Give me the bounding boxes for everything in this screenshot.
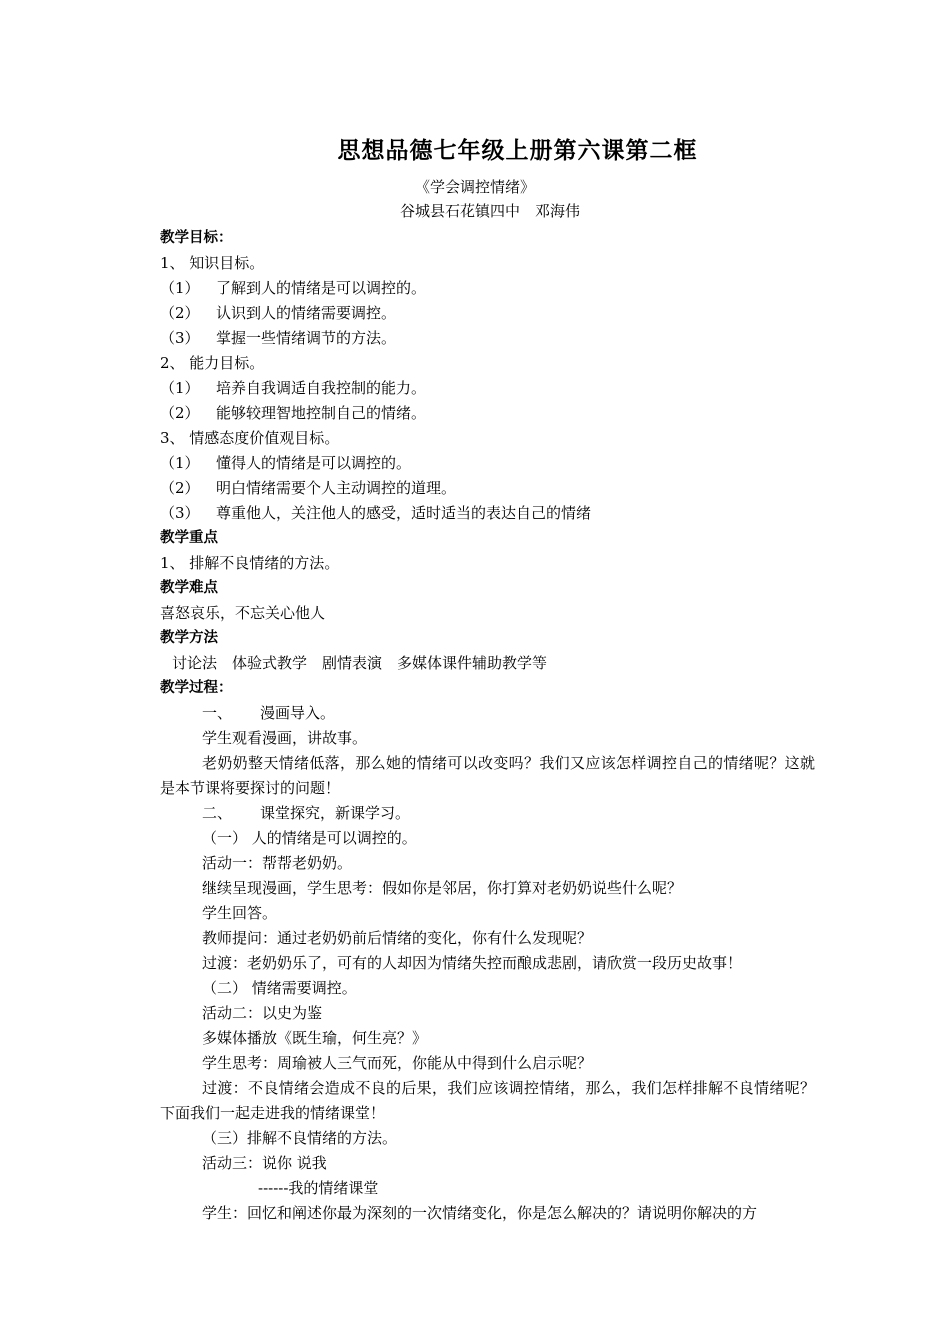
emotion-item: （2） 明白情绪需要个人主动调控的道理。: [160, 479, 457, 497]
difficulty-heading: 教学难点: [160, 580, 218, 596]
activity-1: 活动一：帮帮老奶奶。: [202, 854, 353, 872]
methods-text: 讨论法 体验式教学 剧情表演 多媒体课件辅助教学等: [172, 654, 548, 672]
process-paragraph: 教师提问：通过老奶奶前后情绪的变化，你有什么发现呢？: [202, 929, 593, 947]
knowledge-item: （2） 认识到人的情绪需要调控。: [160, 304, 397, 322]
process-paragraph: 老奶奶整天情绪低落，那么她的情绪可以改变吗？我们又应该怎样调控自己的情绪呢？这就是本节课将要探讨的问题！: [160, 754, 815, 797]
activity-3-subtitle: ------我的情绪课堂: [258, 1179, 379, 1197]
process-step-2: 二、 课堂探究，新课学习。: [202, 804, 411, 822]
process-step-1: 一、 漫画导入。: [202, 704, 336, 722]
process-paragraph: 学生思考：周瑜被人三气而死，你能从中得到什么启示呢？: [202, 1054, 593, 1072]
methods-heading: 教学方法: [160, 630, 218, 646]
document-title: 思想品德七年级上册第六课第二框: [337, 138, 698, 164]
objectives-heading: 教学目标：: [160, 230, 233, 246]
knowledge-item: （1） 了解到人的情绪是可以调控的。: [160, 279, 427, 297]
emotion-item: （1） 懂得人的情绪是可以调控的。: [160, 454, 412, 472]
process-heading: 教学过程：: [160, 680, 233, 696]
document-author: 谷城县石花镇四中 邓海伟: [399, 202, 580, 220]
ability-item: （2） 能够较理智地控制自己的情绪。: [160, 404, 427, 422]
activity-2: 活动二：以史为鉴: [202, 1004, 323, 1022]
difficulty-text: 喜怒哀乐，不忘关心他人: [160, 604, 326, 622]
document-body: [160, 226, 815, 1226]
process-paragraph: 过渡：不良情绪会造成不良的后果，我们应该调控情绪，那么，我们怎样排解不良情绪呢？下面我们一起走进我的情绪课堂！: [160, 1079, 815, 1122]
section-heading-2: （二） 情绪需要调控。: [202, 979, 357, 997]
emotion-objective-label: 3、 情感态度价值观目标。: [160, 429, 340, 447]
process-paragraph: 继续呈现漫画，学生思考：假如你是邻居，你打算对老奶奶说些什么呢？: [202, 879, 683, 897]
key-point-text: 1、 排解不良情绪的方法。: [160, 554, 340, 572]
section-heading-1: （一） 人的情绪是可以调控的。: [202, 829, 417, 847]
section-heading-3: （三）排解不良情绪的方法。: [202, 1129, 398, 1147]
process-paragraph: 学生观看漫画，讲故事。: [202, 729, 368, 747]
process-paragraph: 学生回答。: [202, 904, 278, 922]
document-subtitle: 《学会调控情绪》: [414, 178, 535, 196]
process-paragraph: 过渡：老奶奶乐了，可有的人却因为情绪失控而酿成悲剧，请欣赏一段历史故事！: [202, 954, 743, 972]
activity-3: 活动三：说你 说我: [202, 1154, 327, 1172]
process-paragraph: 学生：回忆和阐述你最为深刻的一次情绪变化，你是怎么解决的？请说明你解决的方: [202, 1204, 758, 1222]
knowledge-objective-label: 1、 知识目标。: [160, 254, 265, 272]
ability-item: （1） 培养自我调适自我控制的能力。: [160, 379, 427, 397]
knowledge-item: （3） 掌握一些情绪调节的方法。: [160, 329, 397, 347]
ability-objective-label: 2、 能力目标。: [160, 354, 265, 372]
emotion-item: （3） 尊重他人，关注他人的感受，适时适当的表达自己的情绪: [160, 504, 592, 522]
process-paragraph: 多媒体播放《既生瑜，何生亮？》: [202, 1029, 428, 1047]
key-point-heading: 教学重点: [160, 530, 218, 546]
